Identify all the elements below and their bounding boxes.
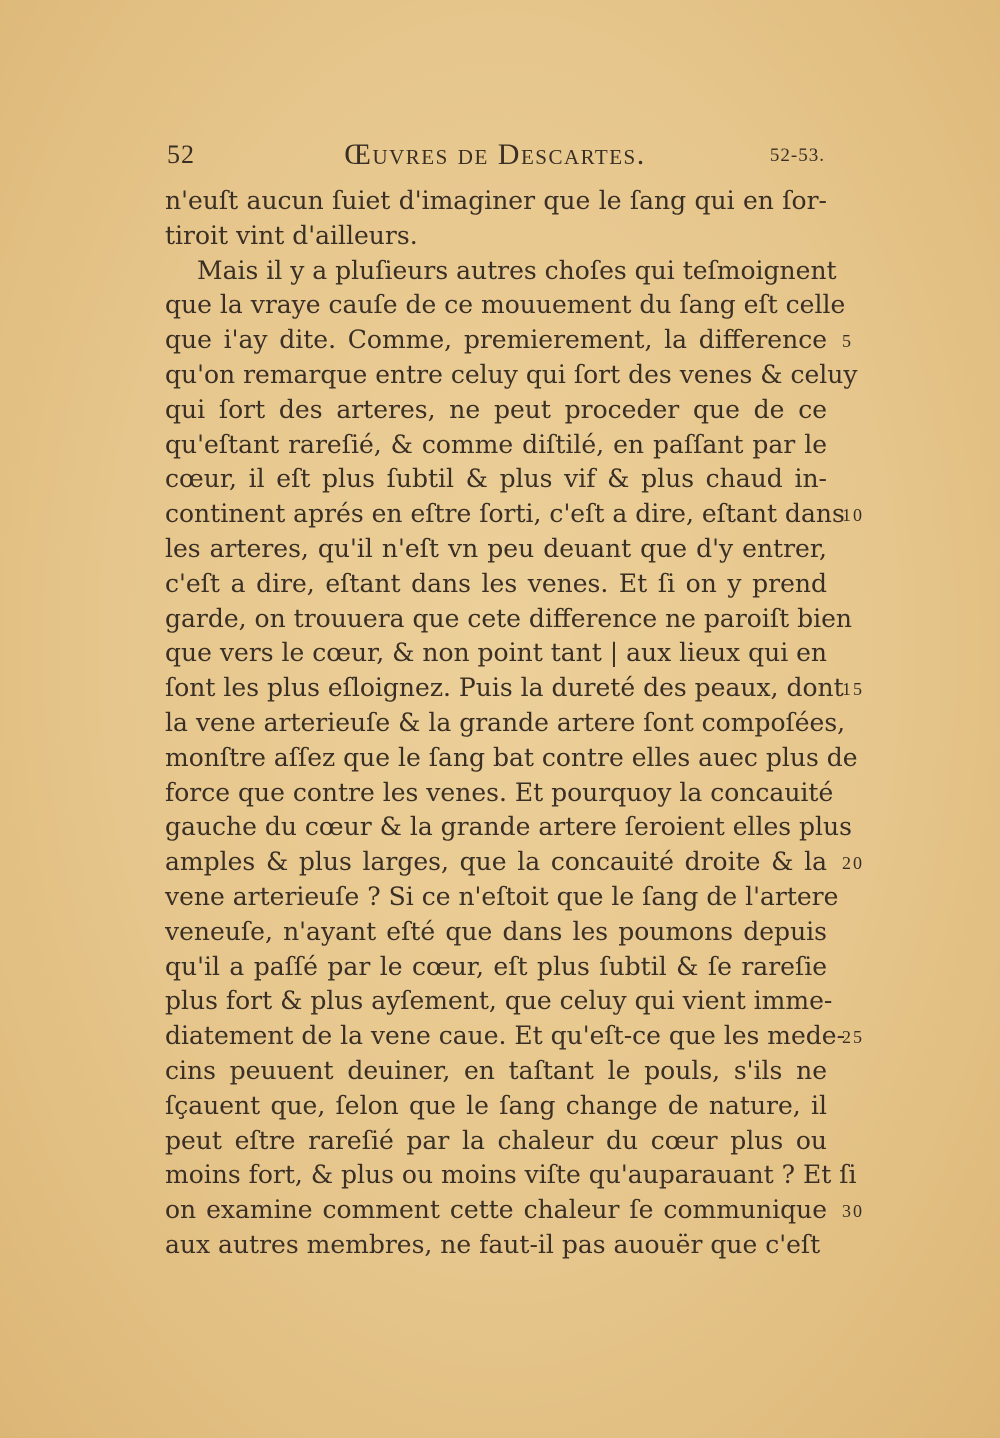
text-line: qu'eſtant rareſié, & comme diſtilé, en paſſant par le — [165, 429, 827, 459]
margin-line-number: 5 — [842, 331, 853, 352]
text-line: aux autres membres, ne faut-il pas auouër que c'eſt — [165, 1229, 821, 1259]
text-line: veneuſe, n'ayant eſté que dans les poumons depuis — [165, 916, 827, 946]
running-head — [165, 138, 825, 178]
text-line: gauche du cœur & la grande artere ſeroient elles plus — [165, 812, 852, 842]
text-line: force que contre les venes. Et pourquoy la concauité — [165, 777, 834, 807]
text-line: que i'ay dite. Comme, premierement, la difference — [165, 325, 827, 355]
margin-line-number: 25 — [842, 1027, 864, 1048]
text-line: amples & plus larges, que la concauité droite & la — [165, 847, 827, 877]
page-reference: 52-53. — [769, 145, 825, 166]
text-line: qu'on remarque entre celuy qui ſort des venes & celuy — [165, 359, 858, 389]
text-line: cœur, il eſt plus ſubtil & plus vif & plus chaud in- — [165, 464, 827, 494]
text-line: ſçauent que, ſelon que le ſang change de nature, il — [165, 1090, 827, 1120]
text-line: ſont les plus eſloignez. Puis la dureté des peaux, dont — [165, 673, 844, 703]
text-line: la vene arterieuſe & la grande artere ſont compoſées, — [165, 707, 846, 737]
margin-line-number: 15 — [842, 679, 864, 700]
text-line: qui ſort des arteres, ne peut proceder que de ce — [165, 394, 827, 424]
text-line: monſtre aſſez que le ſang bat contre elles auec plus de — [165, 742, 858, 772]
text-line: les arteres, qu'il n'eſt vn peu deuant que d'y entrer, — [165, 533, 827, 563]
margin-line-number: 30 — [842, 1201, 864, 1222]
page-number: 52 — [167, 140, 195, 169]
text-line: Mais il y a pluſieurs autres choſes qui teſmoignent — [197, 255, 837, 285]
text-line: vene arterieuſe ? Si ce n'eſtoit que le ſang de l'artere — [165, 881, 839, 911]
running-title: Œuvres de Descartes. — [344, 138, 646, 171]
margin-line-number: 20 — [842, 853, 864, 874]
text-line: tiroit vint d'ailleurs. — [165, 220, 418, 250]
text-line: diatement de la vene caue. Et qu'eſt-ce que les mede- — [165, 1021, 846, 1051]
text-line: on examine comment cette chaleur ſe communique — [165, 1195, 827, 1225]
text-line: cins peuuent deuiner, en taſtant le pouls, s'ils ne — [165, 1055, 827, 1085]
text-line: que vers le cœur, & non point tant | aux lieux qui en — [165, 638, 828, 668]
text-line: continent aprés en eſtre ſorti, c'eſt a dire, eſtant dans — [165, 499, 845, 529]
text-line: qu'il a paſſé par le cœur, eſt plus ſubtil & ſe rareſie — [165, 951, 827, 981]
text-line: que la vraye cauſe de ce mouuement du ſang eſt celle — [165, 290, 846, 320]
text-line: peut eſtre rareſié par la chaleur du cœur plus ou — [165, 1125, 827, 1155]
margin-line-number: 10 — [842, 505, 864, 526]
text-line: n'euſt aucun ſuiet d'imaginer que le ſang qui en ſor- — [165, 186, 827, 215]
text-line: moins fort, & plus ou moins viſte qu'auparauant ? Et ſi — [165, 1160, 857, 1190]
text-line: c'eſt a dire, eſtant dans les venes. Et ſi on y prend — [165, 568, 827, 598]
text-line: plus fort & plus ayſement, que celuy qui vient imme- — [165, 986, 833, 1016]
text-line: garde, on trouuera que cete difference ne paroiſt bien — [165, 603, 852, 633]
